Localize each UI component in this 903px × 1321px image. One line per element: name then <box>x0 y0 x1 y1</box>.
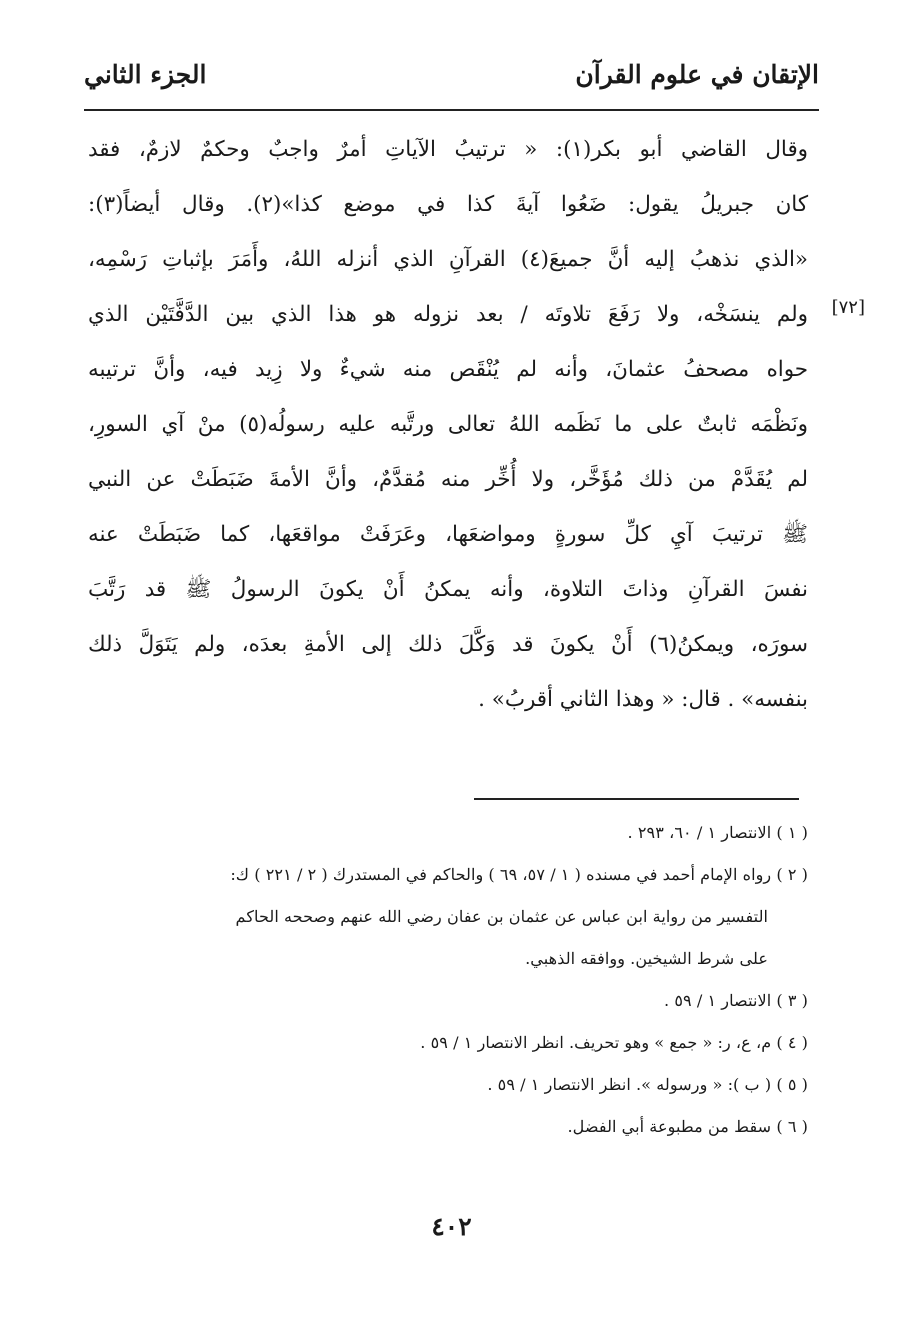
running-header <box>84 58 819 108</box>
text-line: «الذي نذهبُ إليه أنَّ جميعَ(٤) القرآنِ الذي أنزله اللهُ، وأَمَرَ بإثباتِ رَسْمِه، <box>88 247 809 272</box>
footnote-5: ( ٥ ) ( ب ): « ورسوله ». انظر الانتصار ١ / ٥٩ . <box>487 1075 808 1094</box>
text-line: سورَه، ويمكنُ(٦) أَنْ يكونَ قد وَكَّلَ ذلك إلى الأمةِ بعدَه، ولم يَتَوَلَّ ذلك <box>88 632 808 657</box>
book-title: الإتقان في علوم القرآن <box>575 60 819 89</box>
footnote-1: ( ١ ) الانتصار ١ / ٦٠، ٢٩٣ . <box>627 823 808 842</box>
footnote-3: ( ٣ ) الانتصار ١ / ٥٩ . <box>664 991 808 1010</box>
header-rule <box>84 109 819 111</box>
footnotes <box>95 812 808 1148</box>
text-line: ﷺ ترتيبَ آيِ كلِّ سورةٍ ومواضعَها، وعَرَفَتْ مواقعَها، كما ضَبَطَتْ عنه <box>88 522 808 547</box>
footnote-4: ( ٤ ) م، ع، ر: « جمع » وهو تحريف. انظر الانتصار ١ / ٥٩ . <box>420 1033 808 1052</box>
text-line: ونَظْمَه ثابتٌ على ما نَظَمه اللهُ تعالى ورتَّبه عليه رسولُه(٥) منْ آي السورِ، <box>88 412 809 437</box>
footnote-rule <box>474 798 799 800</box>
text-line: كان جبريلُ يقول: ضَعُوا آيةَ كذا في موضع كذا»(٢). وقال أيضاً(٣): <box>88 192 808 217</box>
text-line: لم يُقَدَّمْ من ذلك مُؤَخَّر، ولا أُخِّر منه مُقدَّمٌ، وأنَّ الأمةَ ضَبَطَتْ عن النبي <box>88 467 808 492</box>
footnote-2-continuation: على شرط الشيخين. ووافقه الذهبي. <box>525 949 768 968</box>
text-line: ولم ينسَخْه، ولا رَفَعَ تلاوتَه / بعد نزوله هو هذا الذي بين الدَّفَّتَيْن الذي <box>88 302 808 327</box>
footnote-2: ( ٢ ) رواه الإمام أحمد في مسنده ( ١ / ٥٧، ٦٩ ) والحاكم في المستدرك ( ٢ / ٢٢١ ) ك: <box>230 865 808 884</box>
text-line: بنفسه» . قال: « وهذا الثاني أقربُ» . <box>478 687 808 712</box>
page-number: ٤٠٢ <box>431 1212 472 1241</box>
part-title: الجزء الثاني <box>84 60 207 89</box>
footnote-6: ( ٦ ) سقط من مطبوعة أبي الفضل. <box>567 1117 808 1136</box>
footnote-2-continuation: التفسير من رواية ابن عباس عن عثمان بن عفان رضي الله عنهم وصححه الحاكم <box>235 907 768 926</box>
text-line: وقال القاضي أبو بكر(١): « ترتيبُ الآياتِ أمرٌ واجبٌ وحكمٌ لازمٌ، فقد <box>88 137 808 162</box>
text-line: حواه مصحفُ عثمانَ، وأنه لم يُنْقَص منه شيءٌ ولا زِيد فيه، وأنَّ ترتيبه <box>88 357 808 382</box>
main-text <box>88 122 808 727</box>
page-marker: [٧٢] <box>831 297 865 318</box>
text-line: نفسَ القرآنِ وذاتَ التلاوة، وأنه يمكنُ أَنْ يكونَ الرسولُ ﷺ قد رَتَّبَ <box>88 577 808 602</box>
